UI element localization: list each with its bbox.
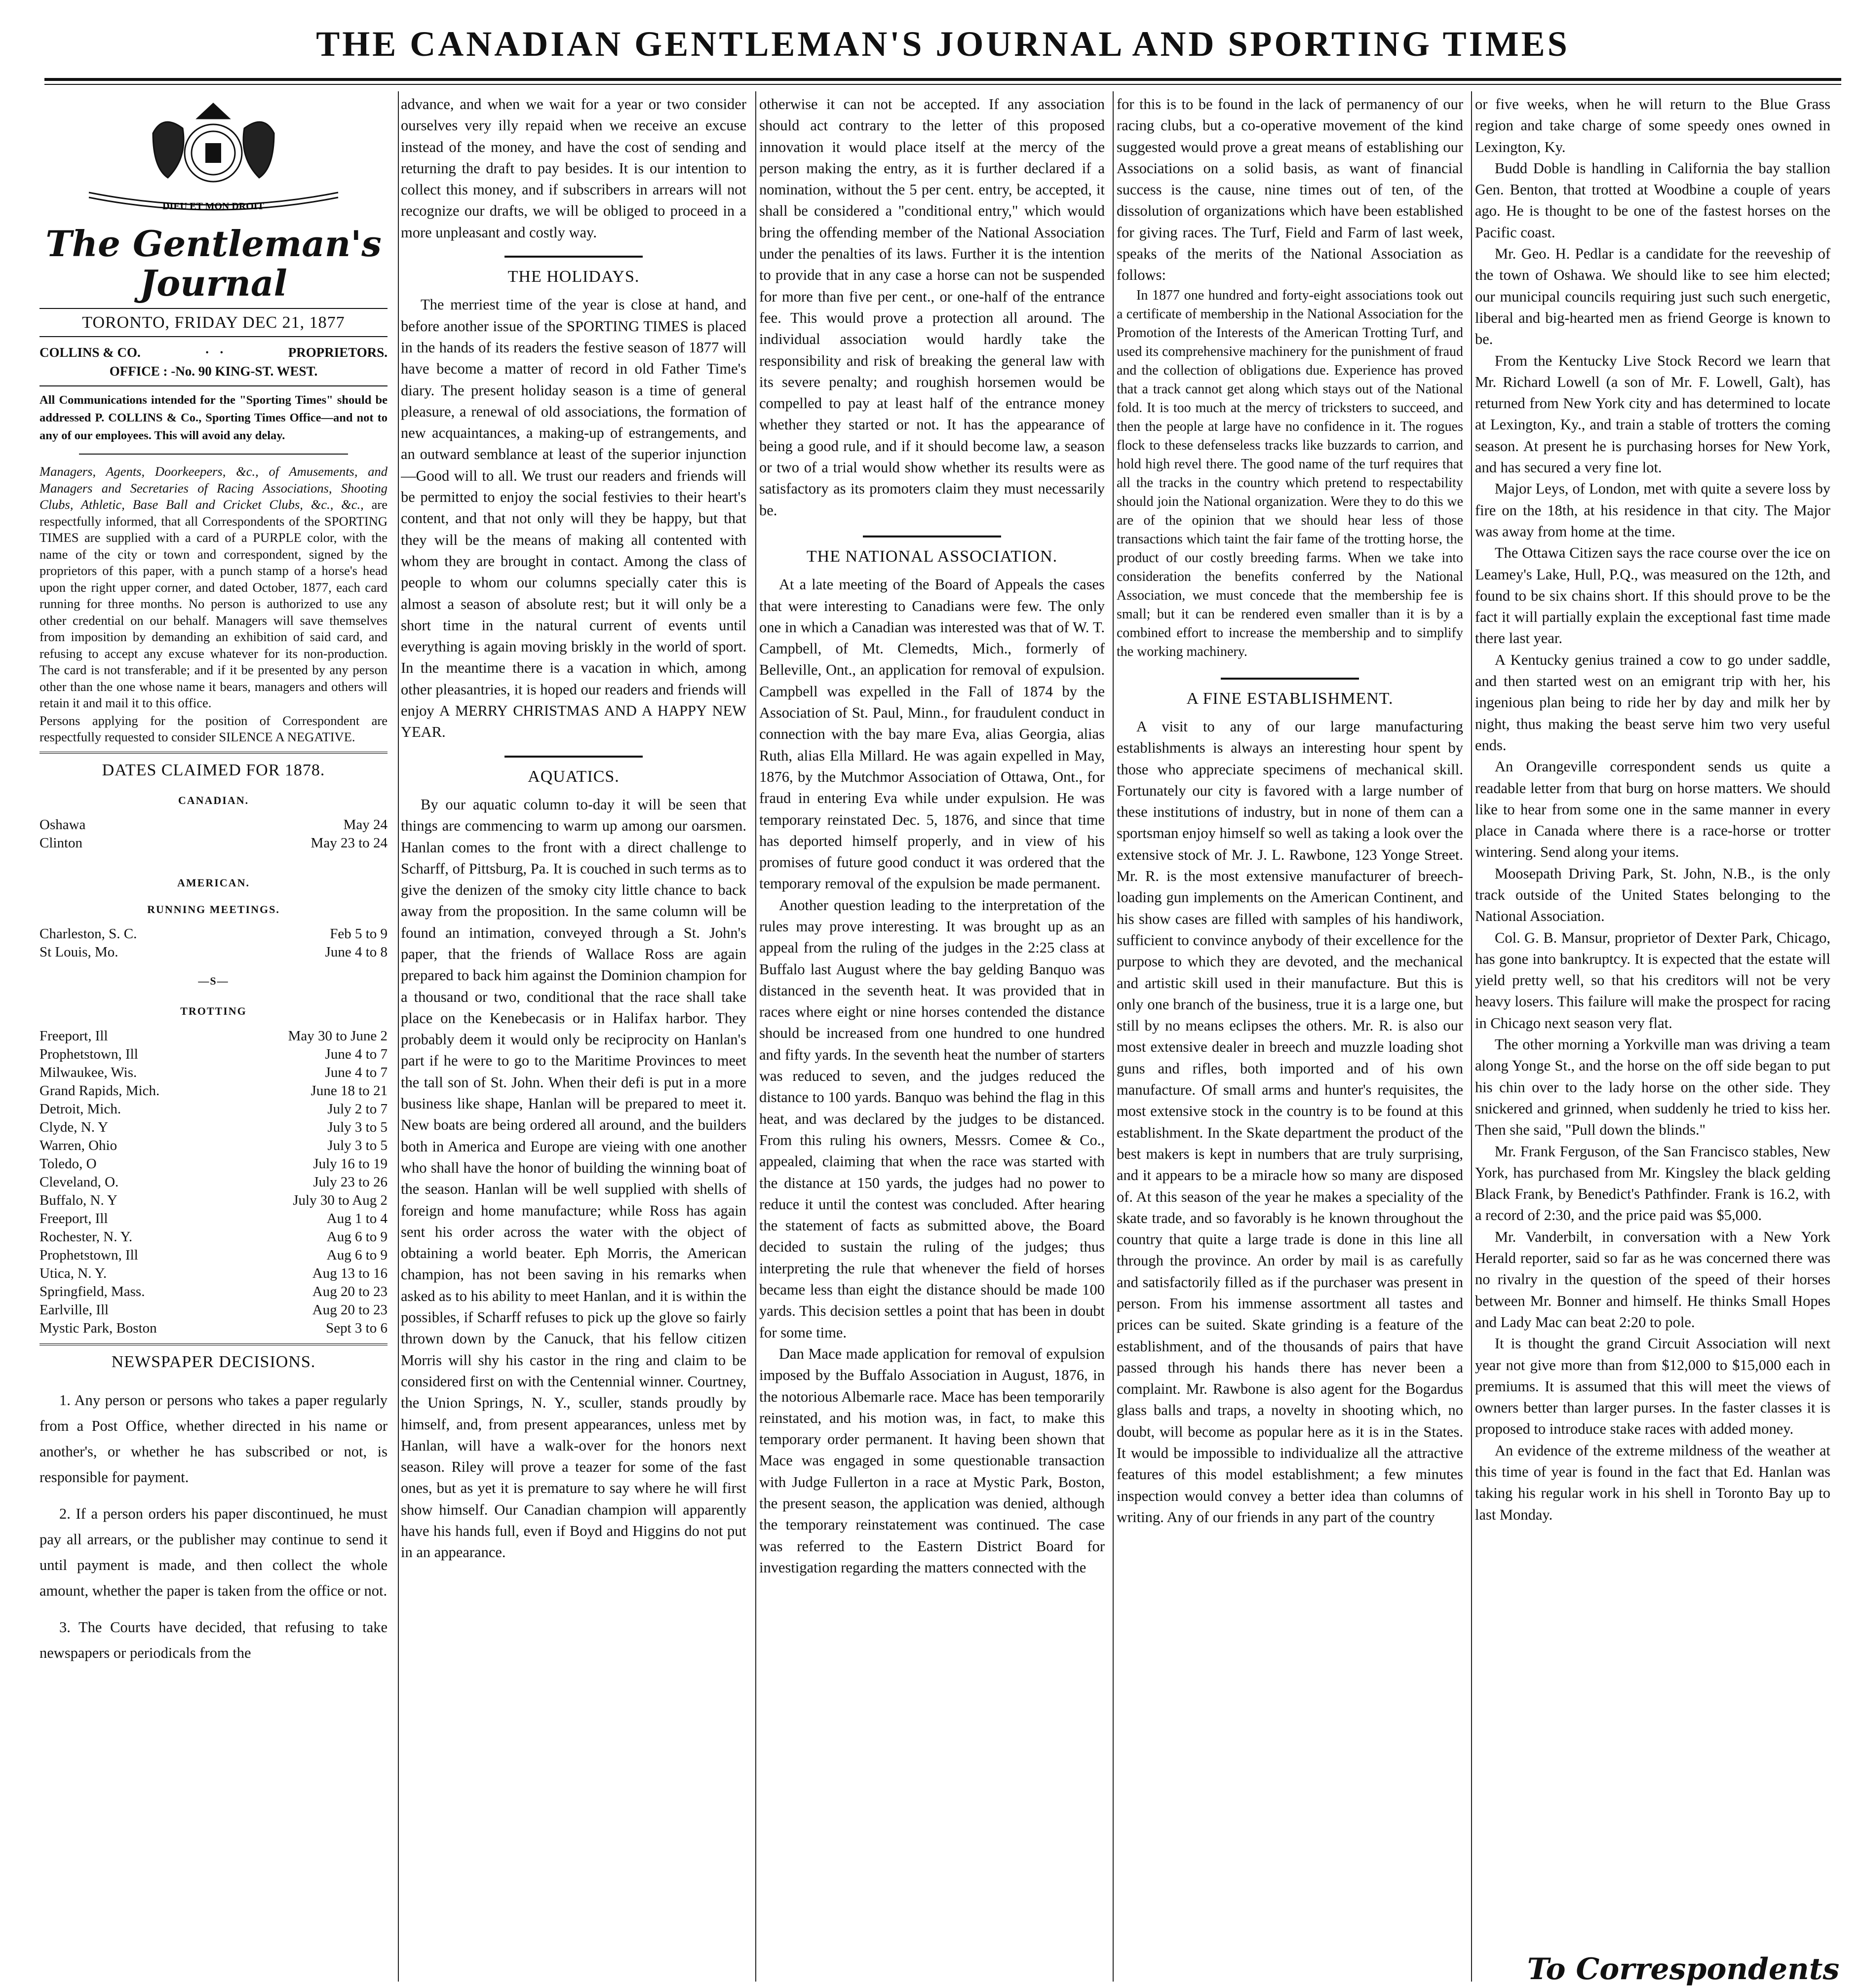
dateline: TORONTO, FRIDAY DEC 21, 1877 (39, 308, 388, 337)
venue-name: Buffalo, N. Y (39, 1192, 117, 1208)
meeting-dates: July 3 to 5 (327, 1119, 388, 1135)
news-item: Col. G. B. Mansur, proprietor of Dexter Park, Chicago, has gone into bankruptcy. It is expected that the estate will yield pretty well, so that his creditors will not be very heavy losers. This failure will make the prospect for racing in Chicago next season very flat. (1475, 929, 1830, 1032)
managers-body: are respectfully informed, that all Correspondents of the SPORTING TIMES are supplied with a card of a PURPLE color, with the name of the city or town and correspondent, signed by the proprietors of this paper, with a punch stamp of a horse's head upon the right upper corner, and dated October, 1877, each card running for three months. No person is authorized to use any other credential on our behalf. Managers will save themselves from imposition by demanding an exhibition of said card, and refusing to accept any excuse whatever for its non-production. The card is not transferable; and if it be presented by any person other than the one whose name it bears, managers and others will retain it and mail it to this office. (39, 497, 388, 711)
meeting-dates: June 4 to 7 (325, 1064, 388, 1080)
persons-notice: Persons applying for the position of Correspondent are respectfully requested to consider SILENCE A NEGATIVE. (39, 713, 388, 745)
date-row (39, 1283, 388, 1301)
meeting-dates: Aug 6 to 9 (326, 1228, 388, 1245)
decision-3: 3. The Courts have decided, that refusing to take newspapers or periodicals from the (39, 1618, 388, 1661)
news-item: Major Leys, of London, met with quite a severe loss by fire on the 18th, at his residence in that city. The Major was away from home at the time. (1475, 480, 1830, 540)
proprietors-name: COLLINS & CO. (39, 345, 141, 360)
meeting-dates: July 30 to Aug 2 (293, 1192, 388, 1208)
national-association-p2: Another question leading to the interpretation of the rules may prove interesting. It was brought up as an appeal from the ruling of the judges in the 2:25 class at Buffalo last August where the bay gelding Banquo was distanced in the seventh heat. It was provided that in races where eight or nine horses contended the distance should be increased from one hundred to one hundred and fifty yards. In the seventh heat the number of starters was reduced to seven, and the judges reduced the distance to 100 yards. Banquo was behind the flag in this heat, and was declared by the judges to be distanced. From this ruling his owners, Messrs. Comee & Co., appealed, claiming that when the race was started with the distance at 150 yards, the judges had no power to reduce it until the contest was concluded. After hearing the statement of facts as submitted above, the Board decided to sustain the ruling of the judges; thus interpreting the rule that whenever the field of horses became less than eight the distance should be made 100 yards. This decision settles a point that has been in doubt for some time. (759, 896, 1105, 1341)
aquatics-heading: AQUATICS. (528, 767, 620, 786)
meeting-dates: Aug 6 to 9 (326, 1247, 388, 1263)
dates-claimed-heading: DATES CLAIMED FOR 1878. (102, 761, 325, 779)
venue-name: Milwaukee, Wis. (39, 1064, 137, 1080)
meeting-dates: Aug 20 to 23 (312, 1301, 388, 1318)
venue-name: Oshawa (39, 817, 86, 833)
holidays-heading: THE HOLIDAYS. (507, 268, 640, 286)
date-row (39, 1191, 388, 1210)
column-1 (39, 94, 388, 1979)
meeting-dates: July 2 to 7 (327, 1101, 388, 1117)
news-item: The other morning a Yorkville man was driving a team along Yonge St., and the horse on the off side began to put his chin over to the lady horse on the other side. They snickered and grinned, when suddenly he tried to kiss her. Then she said, "Pull down the blinds." (1475, 1036, 1830, 1139)
venue-name: Utica, N. Y. (39, 1265, 107, 1281)
decision-2: 2. If a person orders his paper discontinued, he must pay all arrears, or the publisher may continue to send it until payment is made, and then collect the whole amount, whether the paper is taken from the office or not. (39, 1505, 388, 1599)
turf-field-farm-quote: In 1877 one hundred and forty-eight associations took out a certificate of membership in the National Association for the Promotion of the Interests of the American Trotting Turf, and used its comprehensive machinery for the punishment of fraud and the collection of obligations due. Experience has proved that a track cannot get along which stays out of the National fold. It is too much at the mercy of tricksters to succeed, and then the people at large have no confidence in it. The rogues flock to these defenseless tracks like buzzards to carrion, and hold high revel there. The good name of the turf requires that all the tracks in the country which pretend to respectability should join the National organization. Were they to do this we are of the opinion that we should hear less of those transactions which taint the fair fame of the trotting horse, the product of our costly breeding farms. When we take into consideration the benefits conferred by the National Association, we must concede that the membership fee is small; but it can be rendered even smaller than it is by a combined effort to increase the membership and to simplify the working machinery. (1117, 287, 1463, 659)
paper-title: The Gentleman's Journal (45, 223, 382, 304)
date-row (39, 1173, 388, 1191)
american-label: AMERICAN. (177, 877, 250, 889)
news-item: Mr. Frank Ferguson, of the San Francisco stables, New York, has purchased from Mr. Kingsley the black gelding Black Frank, by Benedict's Pathfinder. Frank is 16.2, with a record of 2:30, and the price paid was $5,000. (1475, 1143, 1830, 1224)
meeting-dates: Feb 5 to 9 (330, 925, 388, 942)
venue-name: Clinton (39, 835, 83, 851)
column-divider (755, 91, 756, 1982)
meeting-dates: Sept 3 to 6 (326, 1320, 388, 1336)
royal-crest-logo (39, 94, 388, 222)
date-row (39, 1228, 388, 1246)
meeting-dates: July 3 to 5 (327, 1137, 388, 1153)
venue-name: Prophetstown, Ill (39, 1046, 138, 1062)
newspaper-decisions-heading: NEWSPAPER DECISIONS. (111, 1352, 316, 1371)
date-row (39, 1155, 388, 1173)
venue-name: Freeport, Ill (39, 1210, 108, 1226)
news-item: Mr. Geo. H. Pedlar is a candidate for the reeveship of the town of Oshawa. We should like to see him elected; our municipal councils requiring just such such energetic, liberal and big-hearted men as friend George is known to be. (1475, 245, 1830, 348)
decision-1: 1. Any person or persons who takes a paper regularly from a Post Office, whether directed in his name or another's, or whether he has subscribed or not, is responsible for payment. (39, 1391, 388, 1486)
meeting-dates: July 23 to 26 (313, 1174, 388, 1190)
meeting-dates: Aug 1 to 4 (326, 1210, 388, 1226)
cooperative-paragraph: for this is to be found in the lack of permanency of our racing clubs, but a co-operative movement of the kind suggested would prove a great means of establishing our Associations on a solid basis, as want of financial success is the cause, nine times out of ten, of the dissolution of organizations which have been established for giving races. The Turf, Field and Farm of last week, speaks of the merits of the National Association as follows: (1117, 96, 1463, 284)
column-3 (759, 94, 1105, 1979)
venue-name: Freeport, Ill (39, 1028, 108, 1044)
arrears-paragraph: advance, and when we wait for a year or two consider ourselves very illy repaid when we receive an excuse instead of the money, and have the cost of sending and returning the draft to pay besides. It is our intention to collect this money, and if subscribers in arrears will not recognize our drafts, we will be obliged to proceed in a more unpleasant and costly way. (401, 96, 746, 241)
venue-name: Detroit, Mich. (39, 1101, 121, 1117)
news-item: An evidence of the extreme mildness of the weather at this time of year is found in the fact that Ed. Hanlan was taking his regular work in his shell in Toronto Bay up to last Monday. (1475, 1442, 1830, 1523)
communications-notice: All Communications intended for the "Sporting Times" should be addressed P. COLLINS & Co., Sporting Times Office—and not to any of our employees. This will avoid any delay. (39, 393, 388, 443)
fine-establishment-heading: A FINE ESTABLISHMENT. (1186, 689, 1394, 708)
svg-text:DIEU ET MON DROIT: DIEU ET MON DROIT (162, 201, 264, 212)
meeting-dates: Aug 20 to 23 (312, 1283, 388, 1300)
news-item: Budd Doble is handling in California the bay stallion Gen. Benton, that trotted at Woodbine a couple of years ago. He is thought to be one of the fastest horses on the Pacific coast. (1475, 159, 1830, 241)
date-row (39, 1045, 388, 1064)
date-row (39, 1082, 388, 1100)
date-row (39, 1064, 388, 1082)
venue-name: Charleston, S. C. (39, 925, 137, 942)
trotting-dates-list (39, 1027, 388, 1338)
news-item: or five weeks, when he will return to the Blue Grass region and take charge of some speedy ones owned in Lexington, Ky. (1475, 96, 1830, 155)
meeting-dates: Aug 13 to 16 (312, 1265, 388, 1281)
venue-name: Mystic Park, Boston (39, 1320, 157, 1336)
masthead (44, 24, 1841, 73)
date-row (39, 816, 388, 834)
running-dates-list (39, 925, 388, 961)
news-item: The Ottawa Citizen says the race course over the ice on Leamey's Lake, Hull, P.Q., was measured on the 12th, and found to be six chains short. If this should prove to be the fact it will partially explain the exceptional fast time made there last year. (1475, 544, 1830, 647)
running-label: RUNNING MEETINGS. (147, 903, 280, 916)
column-4 (1117, 94, 1463, 1979)
date-row (39, 1100, 388, 1118)
venue-name: Clyde, N. Y (39, 1119, 109, 1135)
venue-name: Cleveland, O. (39, 1174, 119, 1190)
meeting-dates: June 4 to 7 (325, 1046, 388, 1062)
meeting-dates: May 24 (343, 817, 388, 833)
holidays-article: The merriest time of the year is close at hand, and before another issue of the SPORTING TIMES is placed in the hands of its readers the festive season of 1877 will have become a matter of record in old Father Time's diary. The present holiday season is a time of general pleasure, a renewal of old associations, the formation of new acquaintances, a making-up of estrangements, and an outward semblance at least of the superior injunction—Good will to all. We trust our readers and friends will be permitted to enjoy the social festivies to their heart's content, and that not only will they be happy, but that they will be the means of making all contented with whom they are brought in contact. Among the class of people to whom our columns specially cater this is almost a season of absolute rest; but it will only be a short time in the natural current of events until everything is again moving briskly in the world of sport. In the meantime there is a vacation in which, among other pleasantries, it is hoped our readers and friends will enjoy A MERRY CHRISTMAS AND A HAPPY NEW YEAR. (401, 296, 746, 741)
office-address: OFFICE : -No. 90 KING-ST. WEST. (109, 364, 318, 379)
newspaper-title: THE CANADIAN GENTLEMAN'S JOURNAL AND SPORTING TIMES (316, 24, 1570, 64)
date-row (39, 1301, 388, 1319)
date-row (39, 1319, 388, 1338)
venue-name: Prophetstown, Ill (39, 1247, 138, 1263)
national-association-p1: At a late meeting of the Board of Appeals the cases that were interesting to Canadians were few. The only one in which a Canadian was interested was that of W. T. Campbell, of Mt. Clemedts, Mich., formerly of Belleville, Ont., an application for removal of expulsion. Campbell was expelled in the Fall of 1874 by the Association of St. Paul, Minn., for fraudulent conduct in connection with the bay mare Eva, alias Georgia, alias Ruth, alias Ella Millard. He was again expelled in May, 1876, by the Mutchmor Association of Ottawa, Ont., for fraud in entering Eva while under expulsion. He was temporary reinstated Dec. 5, 1876, and since that time has deported himself properly, and in view of his promises of future good conduct it was ordered that the temporary removal of the expulsion be made permanent. (759, 576, 1105, 892)
date-row (39, 1264, 388, 1283)
date-row (39, 1027, 388, 1045)
separator: —S— (198, 974, 229, 987)
trotting-label: TROTTING (180, 1005, 247, 1018)
meeting-dates: June 4 to 8 (325, 944, 388, 960)
managers-heading: Managers, Agents, Doorkeepers, &c., of Amusements, and Managers and Secretaries of Racing Associations, Shooting Clubs, Athletic, Base Ball and Cricket Clubs, &c., &c., (39, 464, 388, 512)
venue-name: Grand Rapids, Mich. (39, 1082, 160, 1099)
column-divider (1471, 91, 1472, 1982)
venue-name: Earlville, Ill (39, 1301, 109, 1318)
national-association-p3: Dan Mace made application for removal of expulsion imposed by the Buffalo Association in August, 1876, in the notorious Albemarle race. Mace has been temporarily reinstated, and his motion was, in fact, to make this temporary order permanent. It having been shown that Mace was engaged in some questionable transaction with Judge Fullerton in a race at Mystic Park, Boston, the present season, the application was denied, although the temporary reinstatement was continued. The case was referred to the Eastern District Board for investigation regarding the matters connected with the (759, 1345, 1105, 1576)
news-item: A Kentucky genius trained a cow to go under saddle, and then started west on an emigrant trip with her, his ingenious plan being to ride her by day and milk her by night, thus making the beast serve him two very useful ends. (1475, 651, 1830, 754)
news-item: It is thought the grand Circuit Association will next year not give more than from $12,000 to $15,000 each in premiums. It is assumed that this will meet the views of owners better than larger purses. In the faster classes it is proposed to introduce stake races with added money. (1475, 1335, 1830, 1438)
national-association-heading: THE NATIONAL ASSOCIATION. (806, 547, 1058, 566)
date-row (39, 1246, 388, 1264)
date-row (39, 943, 388, 961)
column-2 (401, 94, 746, 1979)
date-row (39, 1118, 388, 1137)
masthead-rule (44, 78, 1841, 81)
news-item: Moosepath Driving Park, St. John, N.B., is the only track outside of the United States belonging to the National Association. (1475, 865, 1830, 925)
venue-name: Warren, Ohio (39, 1137, 117, 1153)
date-row (39, 1210, 388, 1228)
proprietors-block: COLLINS & CO. · · PROPRIETORS. OFFICE : -No. 90 KING-ST. WEST. (39, 343, 388, 381)
masthead-rule-thin (44, 84, 1841, 85)
meeting-dates: May 23 to 24 (310, 835, 388, 851)
meeting-dates: June 18 to 21 (310, 1082, 388, 1099)
aquatics-article: By our aquatic column to-day it will be seen that things are commencing to warm up among our oarsmen. Hanlan comes to the front with a direct challenge to Scharff, of Pittsburg, Pa. It is couched in such terms as to give the denizen of the smoky city little chance to back away from the proposition. In the same column will be found an intimation, conveyed through a St. John's paper, that the friends of Wallace Ross are again prepared to back him against the Dominion champion for a thousand or two, conditional that the race shall take place on the Kenebecasis or in Halifax harbor. They probably deem it would only be reciprocity on Hanlan's part if he were to go to the Maritime Provinces to meet the tall son of St. John. When their defi is put in a more business like shape, Hanlan will be prepared to meet it. New boats are being ordered all around, and the builders both in America and Europe are vieing with one another who shall have the honor of building the winning boat of the season. Hanlan will be well supplied with shells of foreign and home manufacture; while Ross has again sent his order across the water with the object of obtaining a world beater. Eph Morris, the American champion, has not been saving in his remarks when asked as to his ability to meet Hanlan, and it is within the possibles, if Scharff refuses to pick up the glove so fairly thrown down by the Canuck, that his fellow citizen Morris will shy his castor in the ring and claim to be considered first on with the Centennial winner. Courtney, the Union Springs, N. Y., sculler, stands proudly by himself, and, from present appearances, unless met by Hanlan, will have a walk-over for the honors next season. Riley will prove a teazer for some of the fast ones, but as yet it is premature to say where he will first show himself. Our Canadian champion will apparently have his hands full, even if Boyd and Higgins do not put in an appearance. (401, 796, 746, 1561)
column-divider (398, 91, 399, 1982)
column-5 (1475, 94, 1830, 1950)
column-divider (1113, 91, 1114, 1982)
entry-rule-paragraph: otherwise it can not be accepted. If any association should act contrary to the letter of this proposed innovation it would place itself at the mercy of the person making the entry, as it is further declared if a nomination, without the 5 per cent. entry, be accepted, it shall be considered a "conditional entry," which would bring the offending member of the National Association under the penalties of its laws. Further it is the intention to provide that in any case a horse can not be suspended for more than five per cent., or one-half of the entrance fee. This would prove a protection all around. The individual association would hardly take the responsibility and risk of breaking the general law with its severe penalty; and roughish horsemen would be compelled to pay at least half of the entrance money whether they started or not. It has the appearance of being a good rule, and if it should become law, a season or two of a trial would show whether its results were as satisfactory as its promoters claim they must necessarily be. (759, 96, 1105, 519)
canadian-dates-list (39, 816, 388, 852)
venue-name: Springfield, Mass. (39, 1283, 145, 1300)
venue-name: Rochester, N. Y. (39, 1228, 133, 1245)
meeting-dates: July 16 to 19 (313, 1155, 388, 1172)
proprietors-label: PROPRIETORS. (288, 345, 388, 360)
news-item: From the Kentucky Live Stock Record we learn that Mr. Richard Lowell (a son of Mr. F. Lowell, Galt), has returned from New York city and has determined to locate at Lexington, Ky., and train a stable of trotters the coming season. At present he is purchasing horses for New York, and has secured a very fine lot. (1475, 352, 1830, 476)
news-item: Mr. Vanderbilt, in conversation with a New York Herald reporter, said so far as he was concerned there was no rivalry in the question of the speed of their horses between Mr. Bonner and himself. He thinks Small Hopes and Lady Mac can beat 2:20 to pole. (1475, 1228, 1830, 1331)
to-correspondents-heading: To Correspondents (1527, 1952, 1840, 1987)
venue-name: Toledo, O (39, 1155, 97, 1172)
date-row (39, 834, 388, 852)
venue-name: St Louis, Mo. (39, 944, 118, 960)
date-row (39, 925, 388, 943)
date-row (39, 1137, 388, 1155)
news-item: An Orangeville correspondent sends us quite a readable letter from that burg on horse matters. We should like to hear from some one in the same manner in every place in Canada where there is a race-horse or trotter wintering. Send along your items. (1475, 758, 1830, 861)
canadian-label: CANADIAN. (178, 794, 249, 807)
meeting-dates: May 30 to June 2 (288, 1028, 388, 1044)
fine-establishment-article: A visit to any of our large manufacturing establishments is always an interesting hour spent by those who appreciate specimens of mechanical skill. Fortunately our city is favored with a large number of these institutions of industry, but in none of them can a sportsman enjoy himself so well as taking a look over the extensive stock of Mr. J. L. Rawbone, 123 Yonge Street. Mr. R. is the most extensive manufacturer of breech-loading gun implements on the American Continent, and his show cases are filled with samples of his handiwork, sufficient to convince anybody of their excellence for the purpose to which they are devoted, and the mechanical and artistic skill used in their manufacture. But this is only one branch of the business, true it is a large one, but still by no means eclipses the others. Mr. R. is also our most extensive dealer in breech and muzzle loading shot guns and rifles, both imported and of his own manufacture. Of small arms and hunter's requisites, the most extensive stock in the country is to be found at this establishment. In the Skate department the product of the best makers is kept in numbers that are truly surprising, and it appears to be a miracle how so many are disposed of. At this season of the year he makes a speciality of the skate trade, and so favorably is he known throughout the country that quite a large trade is done in this line all through the province. An order by mail is as carefully and satisfactorily filled as if the purchaser was present in person. From his immense assortment all tastes and prices can be suited. Skate grinding is a feature of the establishment, and of the thousands of pairs that have passed through his hands there has never been a complaint. Mr. Rawbone is also agent for the Bogardus glass balls and traps, a novelty in shooting which, no doubt, will become as popular here as it is in the States. It would be impossible to individualize all the attractive features of this model establishment; a few minutes inspection would convey a better idea than columns of writing. Any of our friends in any part of the country (1117, 718, 1463, 1526)
